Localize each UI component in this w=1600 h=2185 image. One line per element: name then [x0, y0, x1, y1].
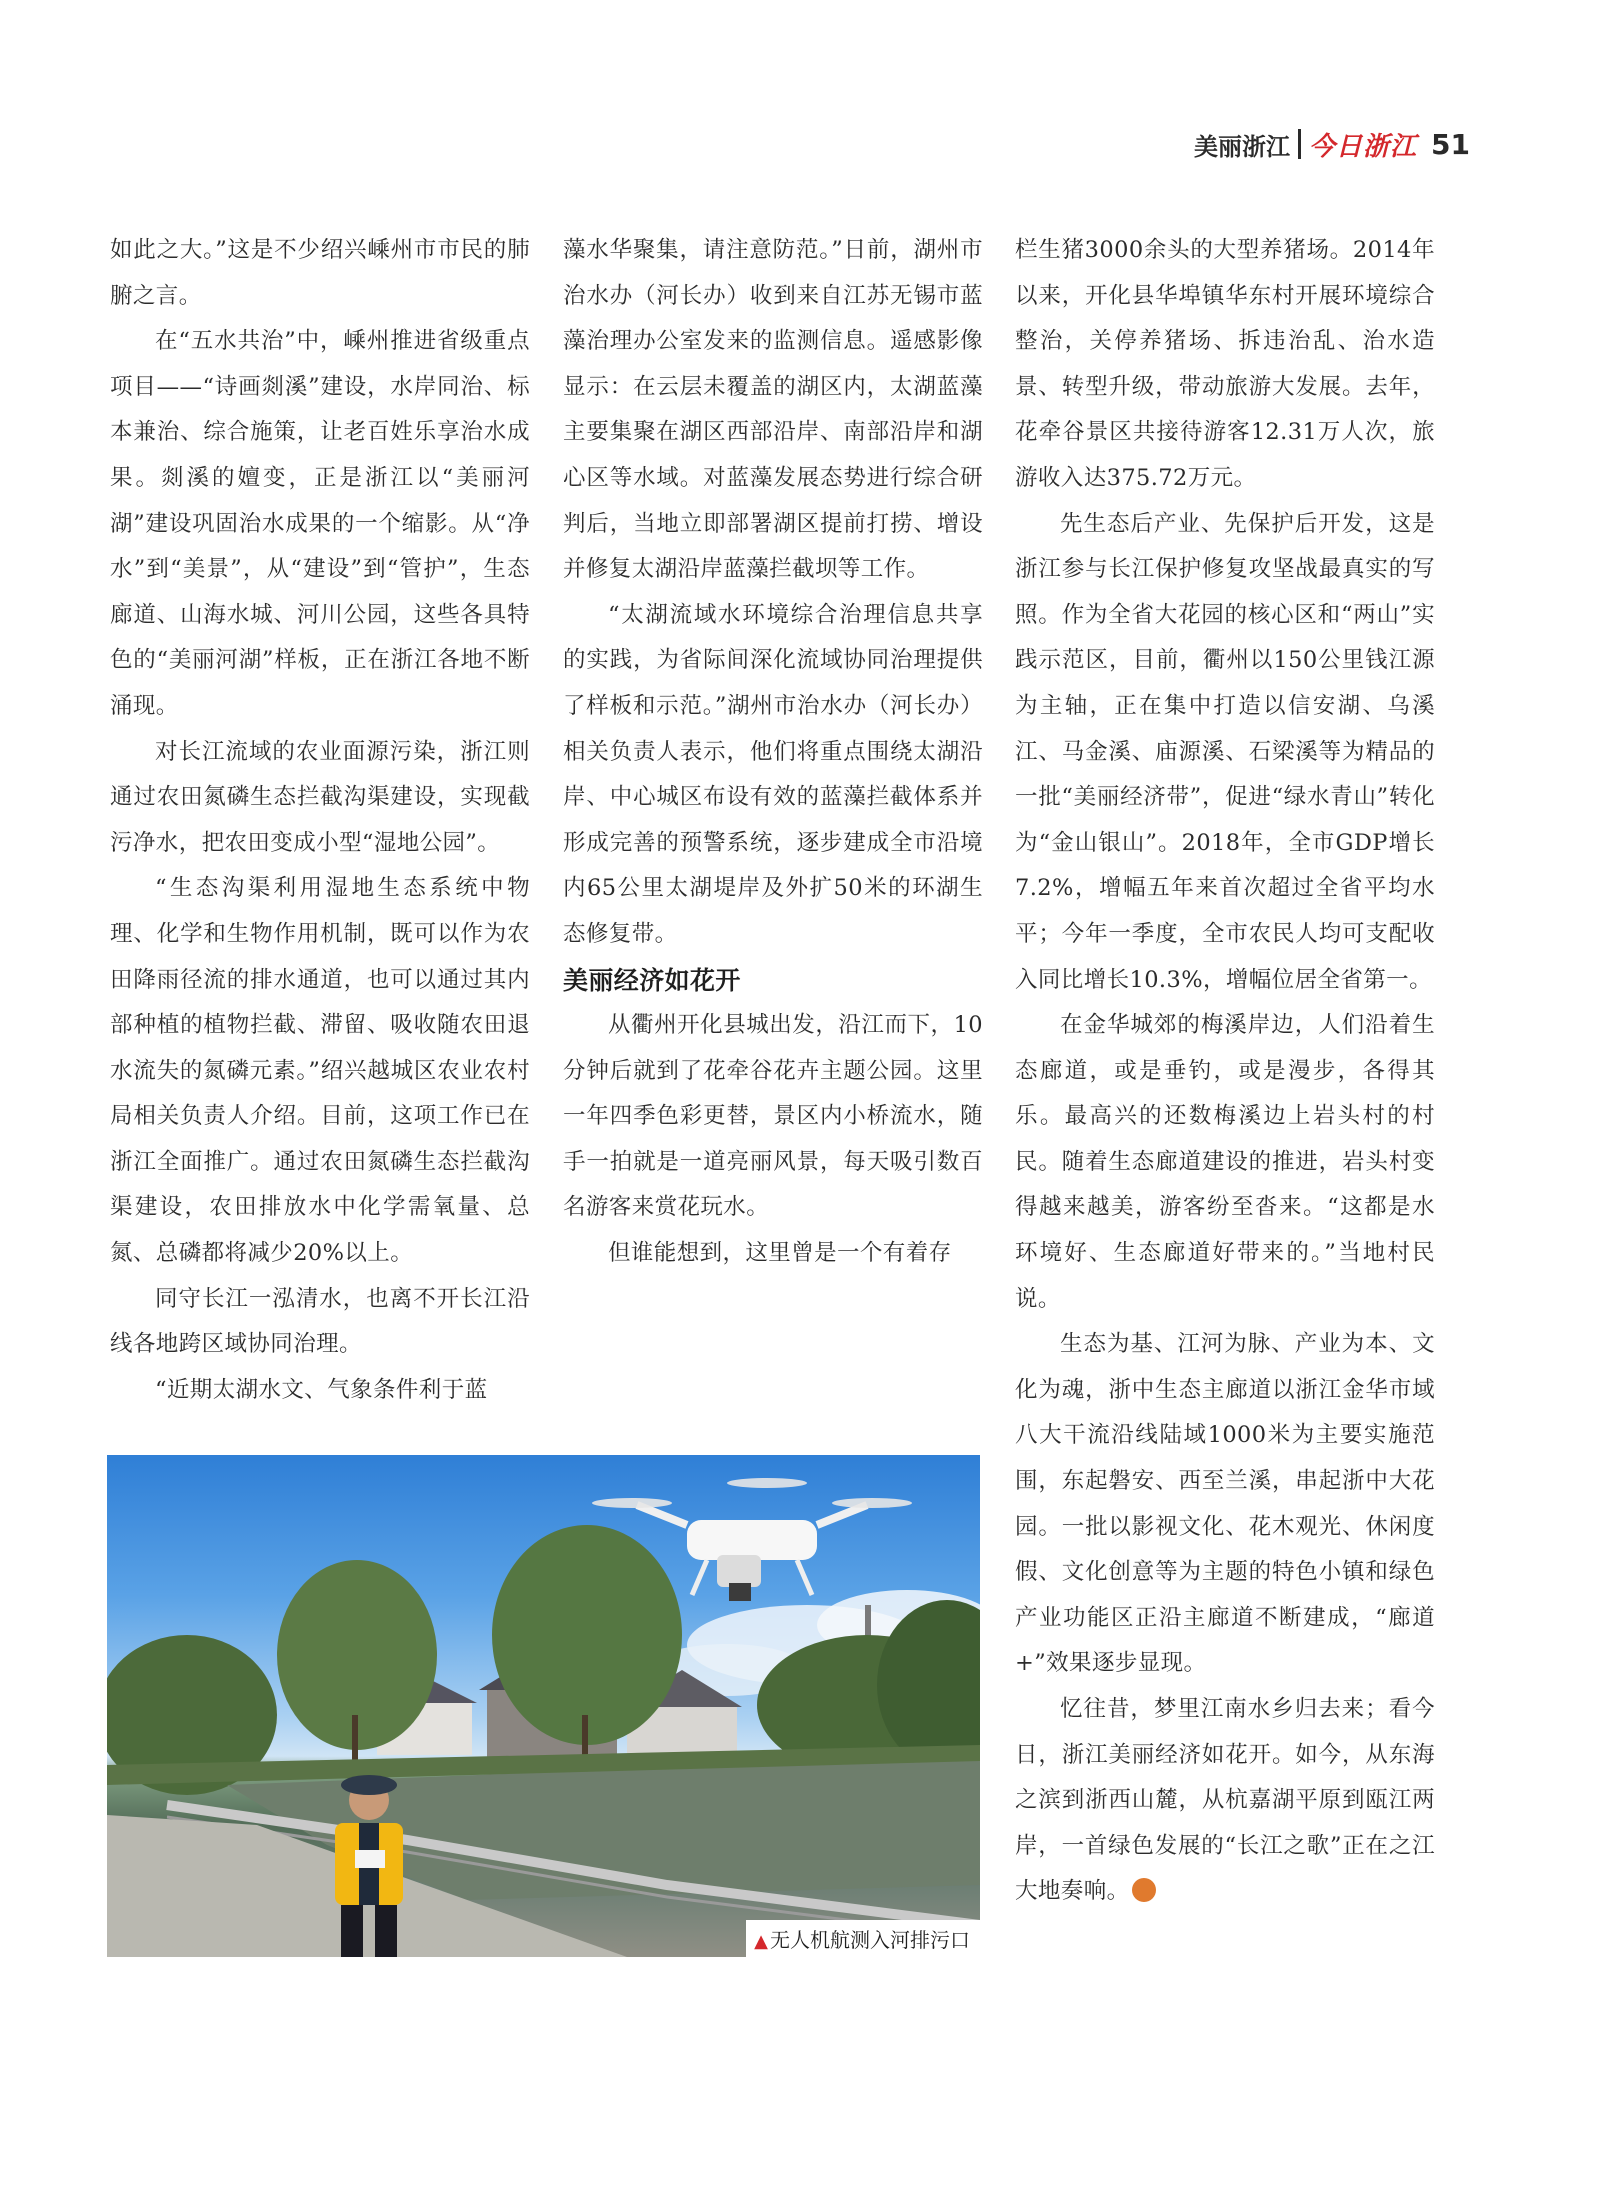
paragraph-text: 在金华城郊的梅溪岸边，人们沿着生态廊道，或是垂钓，或是漫步，各得其乐。最高兴的还数梅溪边上岩头村的村民。随着生态廊道建设的推进，岩头村变得越来越美，游客纷至沓来。“这都是水环境好、生态廊道好带来的。”当地村民说。: [1015, 1012, 1435, 1312]
paragraph-text: “近期太湖水文、气象条件利于蓝: [155, 1376, 488, 1403]
running-header: [1194, 122, 1470, 166]
paragraph-text: 同守长江一泓清水，也离不开长江沿线各地跨区域协同治理。: [110, 1285, 530, 1358]
paragraph: [110, 1368, 530, 1414]
photo-illustration: [107, 1455, 980, 1957]
page-number: 51: [1431, 127, 1470, 161]
paragraph: [563, 1003, 983, 1231]
paragraph-text: “太湖流域水环境综合治理信息共享的实践，为省际间深化流域协同治理提供了样板和示范。”湖州市治水办（河长办）相关负责人表示，他们将重点围绕太湖沿岸、中心城区布设有效的蓝藻拦截体系并形成完善的预警系统，逐步建成全市沿境内65公里太湖堤岸及外扩50米的环湖生态修复带。: [563, 601, 983, 947]
paragraph-text: 如此之大。”这是不少绍兴嵊州市市民的肺腑之言。: [110, 237, 530, 309]
paragraph: [1015, 1322, 1435, 1687]
text-column-left: [110, 228, 530, 1418]
text-column-middle: [563, 228, 983, 1418]
paragraph: [110, 730, 530, 867]
paragraph: [110, 319, 530, 729]
paragraph: [1015, 1003, 1435, 1322]
paragraph-text: 从衢州开化县城出发，沿江而下，10分钟后就到了花牵谷花卉主题公园。这里一年四季色彩更替，景区内小桥流水，随手一拍就是一道亮丽风景，每天吸引数百名游客来赏花玩水。: [563, 1012, 983, 1221]
paragraph-text: “生态沟渠利用湿地生态系统中物理、化学和生物作用机制，既可以作为农田降雨径流的排水通道，也可以通过其内部种植的植物拦截、滞留、吸收随农田退水流失的氮磷元素。”绍兴越城区农业农村局相关负责人介绍。目前，这项工作已在浙江全面推广。通过农田氮磷生态拦截沟渠建设，农田排放水中化学需氧量、总氮、总磷都将减少20%以上。: [110, 875, 530, 1267]
paragraph-text: 生态为基、江河为脉、产业为本、文化为魂，浙中生态主廊道以浙江金华市域八大干流沿线陆域1000米为主要实施范围，东起磐安、西至兰溪，串起浙中大花园。一批以影视文化、花木观光、休闲度假、文化创意等为主题的特色小镇和绿色产业功能区正沿主廊道不断建成，“廊道+”效果逐步显现。: [1015, 1331, 1435, 1677]
header-divider: [1298, 129, 1301, 159]
triangle-marker-icon: ▲: [754, 1931, 768, 1952]
paragraph-text: 对长江流域的农业面源污染，浙江则通过农田氮磷生态拦截沟渠建设，实现截污净水，把农田变成小型“湿地公园”。: [110, 738, 530, 856]
paragraph-text: 忆往昔，梦里江南水乡归去来；看今日，浙江美丽经济如花开。如今，从东海之滨到浙西山麓，从杭嘉湖平原到瓯江两岸，一首绿色发展的“长江之歌”正在之江大地奏响。: [1015, 1696, 1435, 1905]
paragraph: [110, 866, 530, 1276]
paragraph-text: 在“五水共治”中，嵊州推进省级重点项目——“诗画剡溪”建设，水岸同治、标本兼治、综合施策，让老百姓乐享治水成果。剡溪的嬗变，正是浙江以“美丽河湖”建设巩固治水成果的一个缩影。从“净水”到“美景”，从“建设”到“管护”，生态廊道、山海水城、河川公园，这些各具特色的“美丽河湖”样板，正在浙江各地不断涌现。: [110, 328, 530, 719]
paragraph: [1015, 1687, 1435, 1915]
paragraph: [110, 1277, 530, 1368]
magazine-logo: 今日浙江: [1309, 131, 1418, 162]
paragraph: [563, 593, 983, 958]
end-mark-icon: [1132, 1878, 1156, 1902]
article-photo-drone-survey: [107, 1455, 980, 1957]
paragraph: [563, 1231, 983, 1277]
paragraph-text: 藻水华聚集，请注意防范。”日前，湖州市治水办（河长办）收到来自江苏无锡市蓝藻治理办公室发来的监测信息。遥感影像显示：在云层未覆盖的湖区内，太湖蓝藻主要集聚在湖区西部沿岸、南部沿岸和湖心区等水域。对蓝藻发展态势进行综合研判后，当地立即部署湖区提前打捞、增设并修复太湖沿岸蓝藻拦截坝等工作。: [563, 237, 983, 583]
paragraph-text: 栏生猪3000余头的大型养猪场。2014年以来，开化县华埠镇华东村开展环境综合整治，关停养猪场、拆违治乱、治水造景、转型升级，带动旅游大发展。去年，花牵谷景区共接待游客12.31万人次，旅游收入达375.72万元。: [1015, 237, 1435, 491]
paragraph: [110, 228, 530, 319]
photo-caption-text: 无人机航测入河排污口: [770, 1928, 970, 1952]
paragraph-text: 先生态后产业、先保护后开发，这是浙江参与长江保护修复攻坚战最真实的写照。作为全省大花园的核心区和“两山”实践示范区，目前，衢州以150公里钱江源为主轴，正在集中打造以信安湖、乌溪江、马金溪、庙源溪、石梁溪等为精品的一批“美丽经济带”，促进“绿水青山”转化为“金山银山”。2018年，全市GDP增长7.2%，增幅五年来首次超过全省平均水平；今年一季度，全市农民人均可支配收入同比增长10.3%，增幅位居全省第一。: [1015, 510, 1435, 993]
section-subheading: 美丽经济如花开: [563, 965, 741, 995]
photo-caption: [746, 1920, 980, 1957]
paragraph-text: 但谁能想到，这里曾是一个有着存: [608, 1240, 952, 1267]
section-title: 美丽浙江: [1194, 132, 1291, 161]
text-column-right: [1015, 228, 1435, 1915]
paragraph: [1015, 228, 1435, 502]
paragraph: [1015, 502, 1435, 1004]
paragraph: [563, 228, 983, 593]
